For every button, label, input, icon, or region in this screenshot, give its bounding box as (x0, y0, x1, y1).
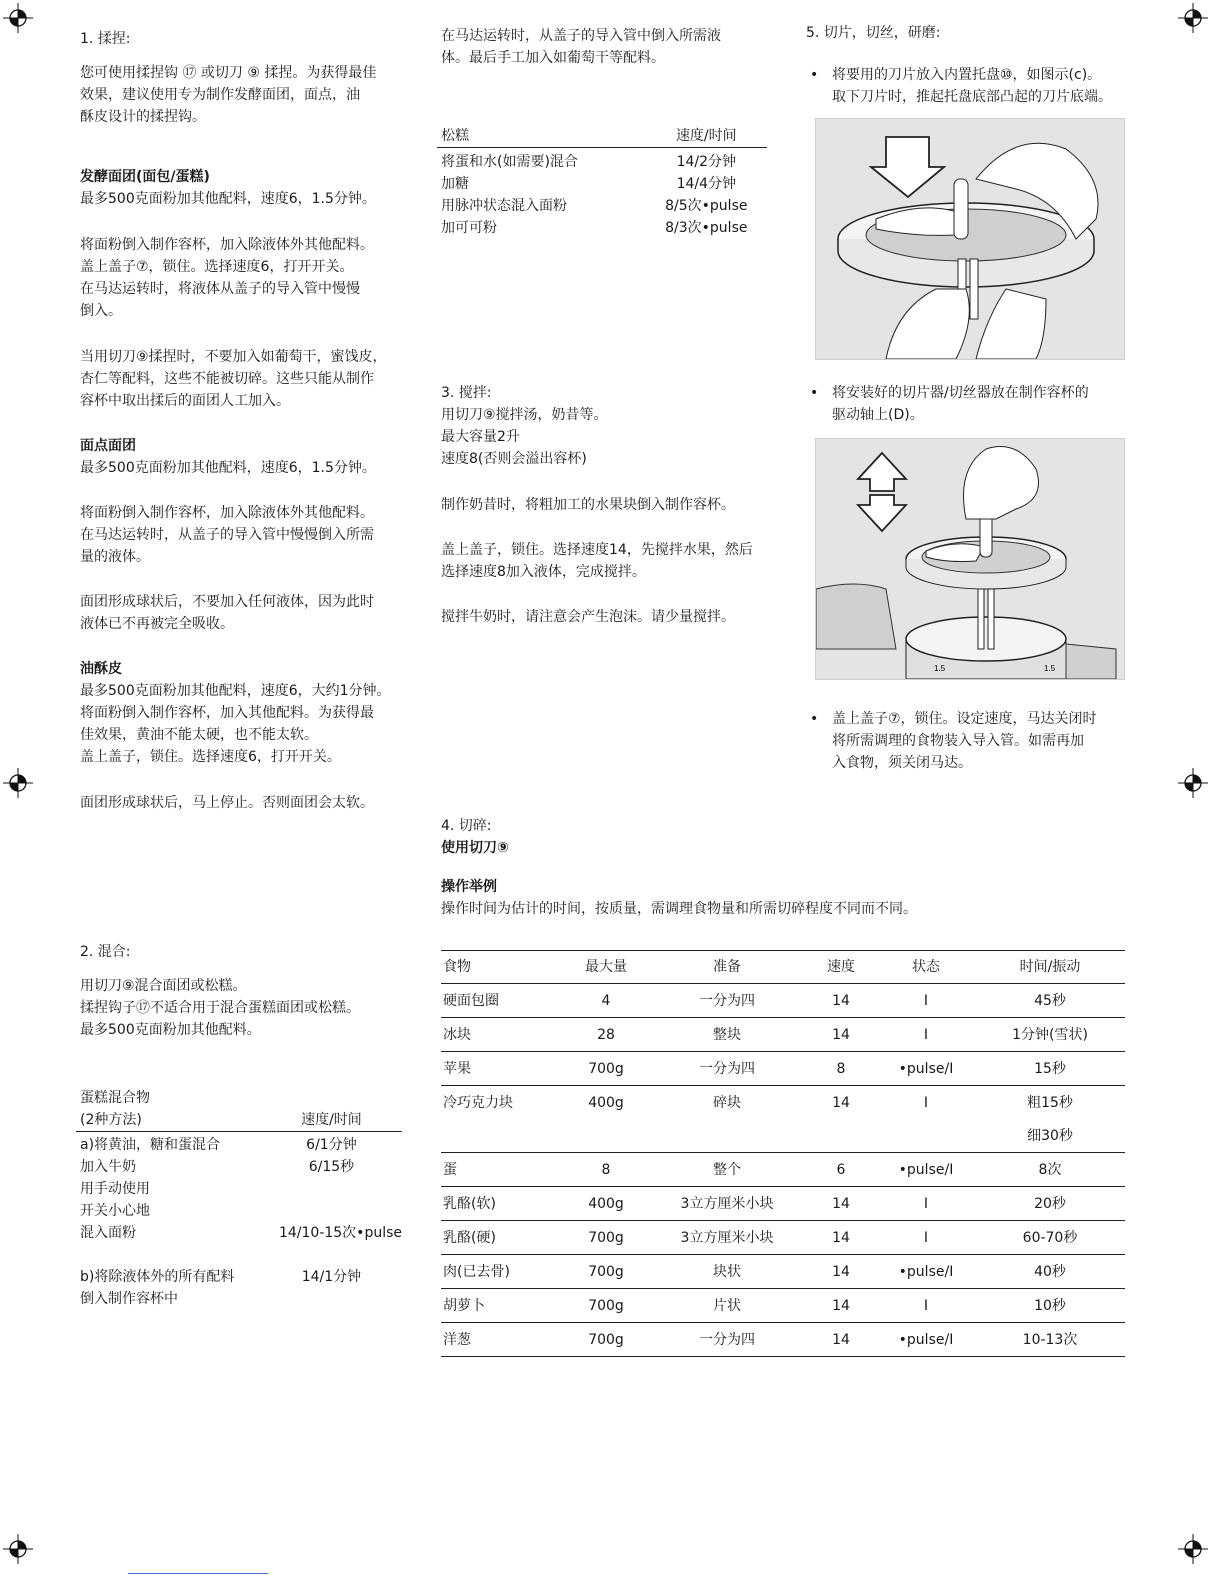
table-row (76, 1178, 402, 1200)
table-cell: 10-13次 (975, 1323, 1125, 1357)
table-cell: 14 (805, 1289, 877, 1323)
table-cell: 10秒 (975, 1289, 1125, 1323)
text-line: 在马达运转时，从盖子的导入管中慢慢倒入所需 (80, 527, 374, 543)
pastry-dough-max: 最多500克面粉加其他配料，速度6，1.5分钟。 (80, 460, 376, 476)
table-cell: 肉(已去骨) (441, 1255, 563, 1289)
table-cell: 14 (805, 984, 877, 1018)
section-2-title: 2. 混合: (80, 944, 131, 960)
registration-mark-icon (1178, 3, 1208, 33)
table-cell: 8/5次•pulse (665, 198, 748, 214)
table-cell (257, 1244, 402, 1266)
table-cell (877, 1119, 975, 1153)
yeast-dough-steps (80, 234, 374, 322)
table-row (441, 1153, 1125, 1187)
table-cell: •pulse/I (877, 1255, 975, 1289)
text-line: 盖上盖子⑦，锁住。选择速度6，打开开关。 (80, 259, 354, 275)
table-row (76, 1266, 402, 1288)
table-cell: 一分为四 (649, 1323, 805, 1357)
table-header-cell: 速度/时间 (257, 1109, 402, 1132)
table-header-cell: 速度 (805, 951, 877, 984)
text-line: 您可使用揉捏钩 ⑰ 或切刀 ⑨ 揉捏。为获得最佳 (80, 65, 377, 81)
table-cell: 14 (805, 1018, 877, 1052)
table-cell: 700g (563, 1289, 649, 1323)
table-header-cell: 松糕 (437, 125, 642, 148)
table-row (441, 1221, 1125, 1255)
table-cell: I (877, 984, 975, 1018)
table-cell: 14/10-15次•pulse (278, 1225, 402, 1241)
pastry-dough-title: 面点面团 (80, 438, 136, 454)
table-cell: 28 (563, 1018, 649, 1052)
table-cell: 片状 (649, 1289, 805, 1323)
table-row (76, 1244, 402, 1266)
section-4-subtitle: 使用切刀⑨ (441, 840, 509, 856)
table-cell: 8次 (975, 1153, 1125, 1187)
text-line: 体。最后手工加入如葡萄干等配料。 (441, 50, 665, 66)
table-cell: b)将除液体外的所有配料 (80, 1269, 235, 1285)
table-header-cell: 状态 (877, 951, 975, 984)
table-header-cell: 准备 (649, 951, 805, 984)
table-cell: 14 (805, 1323, 877, 1357)
text-line: 将面粉倒入制作容杯，加入除液体外其他配料。 (80, 237, 374, 253)
examples-note: 操作时间为估计的时间，按质量，需调理食物量和所需切碎程度不同而不同。 (441, 901, 917, 917)
table-cell: 400g (563, 1187, 649, 1221)
table-header-row (76, 1109, 402, 1132)
text-line: 酥皮设计的揉捏钩。 (80, 109, 206, 125)
puff-pastry-note: 面团形成球状后，马上停止。否则面团会太软。 (80, 795, 374, 811)
table-cell (563, 1119, 649, 1153)
table-cell: 整块 (649, 1018, 805, 1052)
table-header-cell: 食物 (441, 951, 563, 984)
table-header-cell: 速度/时间 (642, 125, 767, 148)
section-4-title: 4. 切碎: (441, 818, 492, 834)
text-line: 将安装好的切片器/切丝器放在制作容杯的 (832, 385, 1089, 401)
table-cell: 洋葱 (441, 1323, 563, 1357)
section-1-title: 1. 揉捏: (80, 31, 131, 47)
registration-mark-icon (1178, 768, 1208, 798)
figure-c-blade-insert (815, 118, 1125, 360)
text-line: 驱动轴上(D)。 (832, 407, 924, 423)
text-line: 揉捏钩子⑰不适合用于混合蛋糕面团或松糕。 (80, 1000, 360, 1016)
table-cell: 粗15秒 (1027, 1094, 1073, 1111)
table-cell: •pulse/I (877, 1153, 975, 1187)
table-cell: 14/2分钟 (676, 154, 737, 170)
bullet-item (810, 64, 1130, 110)
text-line: 在马达运转时，将液体从盖子的导入管中慢慢 (80, 281, 360, 297)
table-cell: I (877, 1018, 975, 1052)
table-cell: 加糖 (441, 176, 469, 192)
table-cell: 8/3次•pulse (665, 220, 748, 236)
puff-pastry-title: 油酥皮 (80, 661, 122, 677)
table-cell: 将蛋和水(如需要)混合 (441, 154, 578, 170)
section-3-milkshake: 制作奶昔时，将粗加工的水果块倒入制作容杯。 (441, 497, 735, 513)
bowl-mark-1-5-right: 1.5 (1044, 664, 1056, 673)
text-line: 最多500克面粉加其他配料。 (80, 1022, 261, 1038)
text-line: 液体已不再被完全吸收。 (80, 616, 234, 632)
text-line: 容杯中取出揉后的面团人工加入。 (80, 393, 290, 409)
registration-mark-icon (3, 768, 33, 798)
table-cell: 14/1分钟 (301, 1269, 362, 1285)
table-cell: 6 (805, 1153, 877, 1187)
text-line: 入食物，须关闭马达。 (832, 755, 972, 771)
bullet-item (810, 708, 1130, 776)
text-line: 倒入。 (80, 303, 122, 319)
yeast-dough-note (80, 346, 387, 412)
table-cell: 一分为四 (649, 1052, 805, 1086)
text-line: 效果，建议使用专为制作发酵面团，面点，油 (80, 87, 360, 103)
table-cell: 700g (563, 1323, 649, 1357)
table-cell: 一分为四 (649, 984, 805, 1018)
section-2-text (80, 975, 360, 1041)
table-cell: 400g (588, 1094, 624, 1111)
section-3-text (441, 404, 608, 470)
table-cell: •pulse/I (877, 1052, 975, 1086)
table-cell: 40秒 (975, 1255, 1125, 1289)
table-row (441, 1255, 1125, 1289)
table-cell: 3立方厘米小块 (649, 1187, 805, 1221)
table-cell: 8 (563, 1153, 649, 1187)
table-cell: 20秒 (975, 1187, 1125, 1221)
table-cell: 冰块 (441, 1018, 563, 1052)
pastry-dough-note (80, 591, 374, 635)
section-3-milk-note: 搅拌牛奶时，请注意会产生泡沫。请少量搅拌。 (441, 609, 735, 625)
text-line: 当用切刀⑨揉捏时，不要加入如葡萄干，蜜饯皮， (80, 349, 387, 365)
table-cell: 60-70秒 (975, 1221, 1125, 1255)
table-row (441, 1086, 1125, 1120)
registration-mark-icon (3, 3, 33, 33)
section-3-steps (441, 539, 753, 583)
table-row (76, 1200, 402, 1222)
table-cell: 700g (563, 1221, 649, 1255)
table-cell: 14 (805, 1255, 877, 1289)
puff-pastry-steps (80, 680, 391, 768)
table-cell: 碎块 (713, 1094, 741, 1111)
text-line: 将所需调理的食物装入导入管。如需再加 (832, 733, 1084, 749)
table-row (76, 1288, 402, 1310)
text-line: 佳效果，黄油不能太硬，也不能太软。 (80, 727, 318, 743)
table-row (437, 173, 767, 195)
bullet-icon: • (810, 67, 819, 83)
table-cell: 用脉冲状态混入面粉 (441, 198, 567, 214)
table-cell: 加可可粉 (441, 220, 497, 236)
text-line: 取下刀片时，推起托盘底部凸起的刀片底端。 (832, 89, 1112, 105)
text-line: 最大容量2升 (441, 429, 520, 445)
table-cell: 6/1分钟 (306, 1137, 357, 1153)
table-cell: 硬面包圈 (441, 984, 563, 1018)
table-row (441, 1187, 1125, 1221)
table-cell: 冷巧克力块 (443, 1094, 513, 1111)
table-row (441, 1119, 1125, 1153)
muffin-table (437, 125, 767, 239)
cake-mix-table (76, 1109, 402, 1310)
table-cell: a)将黄油，糖和蛋混合 (80, 1137, 221, 1153)
table-cell: 15秒 (975, 1052, 1125, 1086)
table-cell: 14 (805, 1187, 877, 1221)
text-line: 将面粉倒入制作容杯，加入除液体外其他配料。 (80, 505, 374, 521)
text-line: 量的液体。 (80, 549, 150, 565)
table-cell: I (923, 1094, 929, 1111)
table-header-cell: 时间/振动 (975, 951, 1125, 984)
table-cell (76, 1244, 257, 1266)
table-cell: 用手动使用 (80, 1181, 150, 1197)
table-cell: 700g (563, 1052, 649, 1086)
table-row (441, 1052, 1125, 1086)
yeast-dough-max: 最多500克面粉加其他配料，速度6，1.5分钟。 (80, 191, 376, 207)
table-cell: 细30秒 (975, 1119, 1125, 1153)
bowl-mark-1-5: 1.5 (934, 664, 946, 673)
bullet-item (810, 382, 1130, 428)
table-cell: 14 (832, 1094, 850, 1111)
figure-d-mount-disc (815, 438, 1125, 680)
table-cell: 700g (563, 1255, 649, 1289)
table-row (76, 1222, 402, 1244)
table-cell: 开关小心地 (80, 1203, 150, 1219)
table-cell: 乳酪(硬) (441, 1221, 563, 1255)
table-header-cell: (2种方法) (76, 1109, 257, 1132)
table-cell: 45秒 (975, 984, 1125, 1018)
text-line: 杏仁等配料，这些不能被切碎。这些只能从制作 (80, 371, 374, 387)
registration-mark-icon (1178, 1534, 1208, 1564)
footer-rule (128, 1573, 268, 1574)
section-5-title: 5. 切片，切丝，研磨: (806, 25, 941, 41)
table-cell: 倒入制作容杯中 (80, 1291, 178, 1307)
table-row (441, 984, 1125, 1018)
table-cell: 加入牛奶 (80, 1159, 136, 1175)
table-cell: I (877, 1187, 975, 1221)
table-row (441, 1018, 1125, 1052)
chopping-table (441, 950, 1125, 1357)
text-line: 盖上盖子⑦，锁住。设定速度，马达关闭时 (832, 711, 1097, 727)
text-line: 将面粉倒入制作容杯，加入其他配料。为获得最 (80, 705, 374, 721)
table-cell: 胡萝卜 (441, 1289, 563, 1323)
table-row (76, 1156, 402, 1178)
table-cell: 1分钟(雪状) (975, 1018, 1125, 1052)
table-cell: 整个 (649, 1153, 805, 1187)
table-cell: •pulse/I (877, 1323, 975, 1357)
examples-title: 操作举例 (441, 879, 497, 895)
table-cell: 6/15秒 (308, 1159, 355, 1175)
table-cell (257, 1288, 402, 1310)
table-cell: 8 (805, 1052, 877, 1086)
text-line: 用切刀⑨搅拌汤，奶昔等。 (441, 407, 608, 423)
cake-mix-title: 蛋糕混合物 (80, 1090, 150, 1106)
table-row (76, 1132, 402, 1157)
mixing-continued-text (441, 25, 721, 69)
table-row (441, 1323, 1125, 1357)
text-line: 盖上盖子，锁住。选择速度6，打开开关。 (80, 749, 341, 765)
text-line: 用切刀⑨混合面团或松糕。 (80, 978, 247, 994)
table-cell (805, 1119, 877, 1153)
bullet-icon: • (810, 385, 819, 401)
text-line: 在马达运转时，从盖子的导入管中倒入所需液 (441, 28, 721, 44)
table-row (441, 1289, 1125, 1323)
table-row (437, 217, 767, 239)
text-line: 选择速度8加入液体，完成搅拌。 (441, 564, 646, 580)
table-cell: 苹果 (441, 1052, 563, 1086)
table-cell: 3立方厘米小块 (649, 1221, 805, 1255)
bullet-icon: • (810, 711, 819, 727)
text-line: 面团形成球状后，不要加入任何液体，因为此时 (80, 594, 374, 610)
table-header-row (437, 125, 767, 148)
table-row (437, 195, 767, 217)
table-row (437, 148, 767, 174)
table-cell (441, 1119, 563, 1153)
text-line: 将要用的刀片放入内置托盘⑩，如图示(c)。 (832, 67, 1102, 83)
table-cell (257, 1178, 402, 1200)
text-line: 最多500克面粉加其他配料，速度6，大约1分钟。 (80, 683, 391, 699)
section-3-title: 3. 搅拌: (441, 385, 492, 401)
table-cell: 混入面粉 (80, 1225, 136, 1241)
table-cell (257, 1200, 402, 1222)
table-cell (649, 1119, 805, 1153)
table-header-row (441, 951, 1125, 984)
text-line: 盖上盖子，锁住。选择速度14，先搅拌水果，然后 (441, 542, 753, 558)
table-cell: I (877, 1221, 975, 1255)
table-cell: 块状 (649, 1255, 805, 1289)
table-cell: 乳酪(软) (441, 1187, 563, 1221)
yeast-dough-title: 发酵面团(面包/蛋糕) (80, 169, 210, 185)
table-cell: I (877, 1289, 975, 1323)
table-cell: 14 (805, 1221, 877, 1255)
table-cell: 蛋 (441, 1153, 563, 1187)
table-header-cell: 最大量 (563, 951, 649, 984)
pastry-dough-steps (80, 502, 374, 568)
table-cell: 4 (563, 984, 649, 1018)
text-line: 速度8(否则会溢出容杯) (441, 451, 587, 467)
registration-mark-icon (3, 1534, 33, 1564)
table-cell: 14/4分钟 (676, 176, 737, 192)
section-1-intro (80, 62, 376, 128)
